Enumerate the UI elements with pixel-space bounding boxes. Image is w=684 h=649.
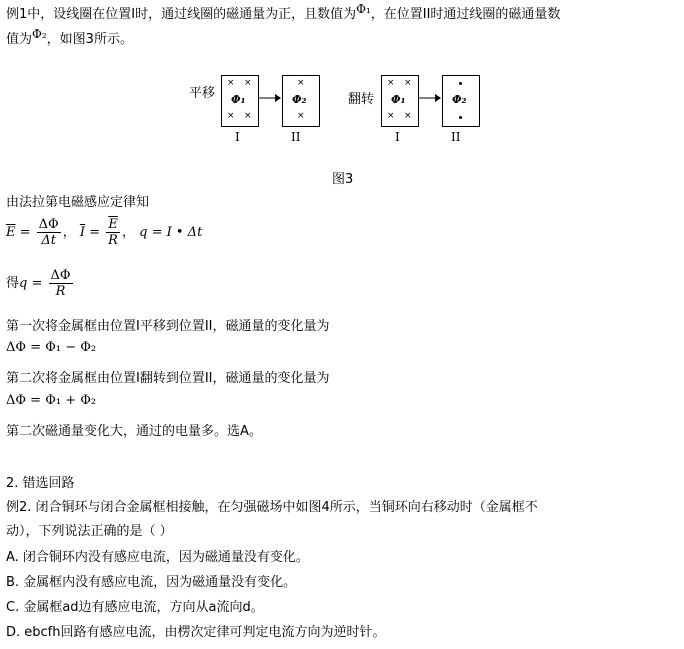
box-phi1: Φ₁ <box>391 93 406 106</box>
second-flux-change: ΔΦ = Φ₁ + Φ₂ <box>6 393 97 408</box>
result-prefix: 得 <box>6 276 20 291</box>
dot-mark <box>459 116 462 119</box>
box-flip-pos2 <box>442 75 480 127</box>
phi1-symbol: Φ₁ <box>356 2 371 16</box>
intro-line-1 <box>6 2 561 23</box>
cross-mark: × <box>244 111 252 121</box>
fraction-numerator: $\overline{E}$ <box>108 217 118 232</box>
question-line-1: 例2. 闭合铜环与闭合金属框相接触，在匀强磁场中如图4所示，当铜环向右移动时（金属框不 <box>6 500 538 515</box>
option-d: D. ebcfh回路有感应电流，由楞次定律可判定电流方向为逆时针。 <box>6 625 386 640</box>
figure-caption: 图3 <box>332 172 354 187</box>
charge-symbol: q <box>19 276 28 291</box>
option-b: B. 金属框内没有感应电流，因为磁通量没有变化。 <box>6 575 297 590</box>
faraday-law-text: 由法拉第电磁感应定律知 <box>6 195 150 210</box>
intro-line-2 <box>6 27 133 48</box>
box-translate-pos1 <box>221 75 259 127</box>
section-heading: 2. 错选回路 <box>6 476 75 491</box>
charge-fraction <box>49 268 73 299</box>
option-c: C. 金属框ad边有感应电流，方向从a流向d。 <box>6 600 264 615</box>
emf-equations: $\overline{E}$ = $\frac{\Delta\Phi}{\Delta t}$ ， $\overline{I}$ = $\frac{\overline{E}}{R}$ ， q = I • Δt <box>6 217 203 248</box>
intro-text-2b: ，如图3所示。 <box>46 32 133 47</box>
charge-result: 得q = $\frac{\Delta\Phi}{R}$ <box>6 268 71 299</box>
box-phi2: Φ₂ <box>292 93 307 106</box>
first-flux-change: ΔΦ = Φ₁ − Φ₂ <box>6 340 97 355</box>
cross-mark: × <box>404 111 412 121</box>
pos-label-2: II <box>451 130 461 144</box>
fraction-denominator: Δt <box>41 233 56 248</box>
conclusion-text: 第二次磁通量变化大，通过的电量多。选A。 <box>6 424 262 439</box>
dot-mark <box>459 82 462 85</box>
box-phi1: Φ₁ <box>231 93 246 106</box>
box-flip-pos1 <box>381 75 419 127</box>
pos-label-1: I <box>395 130 400 144</box>
intro-text: 例1中，设线圈在位置I时，通过线圈的磁通量为正，且数值为 <box>6 7 357 22</box>
flux-rate-fraction <box>37 217 61 248</box>
intro-text-2a: 值为 <box>6 32 33 47</box>
question-line-2: 动），下列说法正确的是（ ） <box>6 524 173 539</box>
cross-mark: × <box>227 111 235 121</box>
current-symbol: $\overline{I}$ <box>79 225 85 240</box>
cross-mark: × <box>244 78 252 88</box>
second-move-text: 第二次将金属框由位置I翻转到位置II，磁通量的变化量为 <box>6 371 330 386</box>
pos-label-2: II <box>291 130 301 144</box>
flip-label: 翻转 <box>348 92 375 107</box>
arrow-right-icon <box>419 93 441 103</box>
phi2-symbol: Φ₂ <box>32 27 47 41</box>
cross-mark: × <box>404 78 412 88</box>
cross-mark: × <box>387 78 395 88</box>
charge-expression: I • Δt <box>166 225 203 240</box>
box-translate-pos2 <box>282 75 320 127</box>
box-phi2: Φ₂ <box>452 93 467 106</box>
cross-mark: × <box>297 78 305 88</box>
charge-symbol: q <box>139 225 148 240</box>
option-a: A. 闭合铜环内没有感应电流，因为磁通量没有变化。 <box>6 550 309 565</box>
translate-label: 平移 <box>189 86 216 101</box>
fraction-denominator: R <box>108 233 118 248</box>
fraction-numerator: ΔΦ <box>38 217 59 232</box>
fraction-denominator: R <box>55 284 66 299</box>
cross-mark: × <box>387 111 395 121</box>
first-move-text: 第一次将金属框由位置I平移到位置II，磁通量的变化量为 <box>6 319 330 334</box>
arrow-right-icon <box>259 93 281 103</box>
current-fraction <box>106 217 120 248</box>
cross-mark: × <box>227 78 235 88</box>
cross-mark: × <box>297 111 305 121</box>
intro-text-b: ，在位置II时通过线圈的磁通量数 <box>370 7 561 22</box>
fraction-numerator: ΔΦ <box>50 268 71 283</box>
emf-symbol: $\overline{E}$ <box>6 225 16 240</box>
pos-label-1: I <box>235 130 240 144</box>
